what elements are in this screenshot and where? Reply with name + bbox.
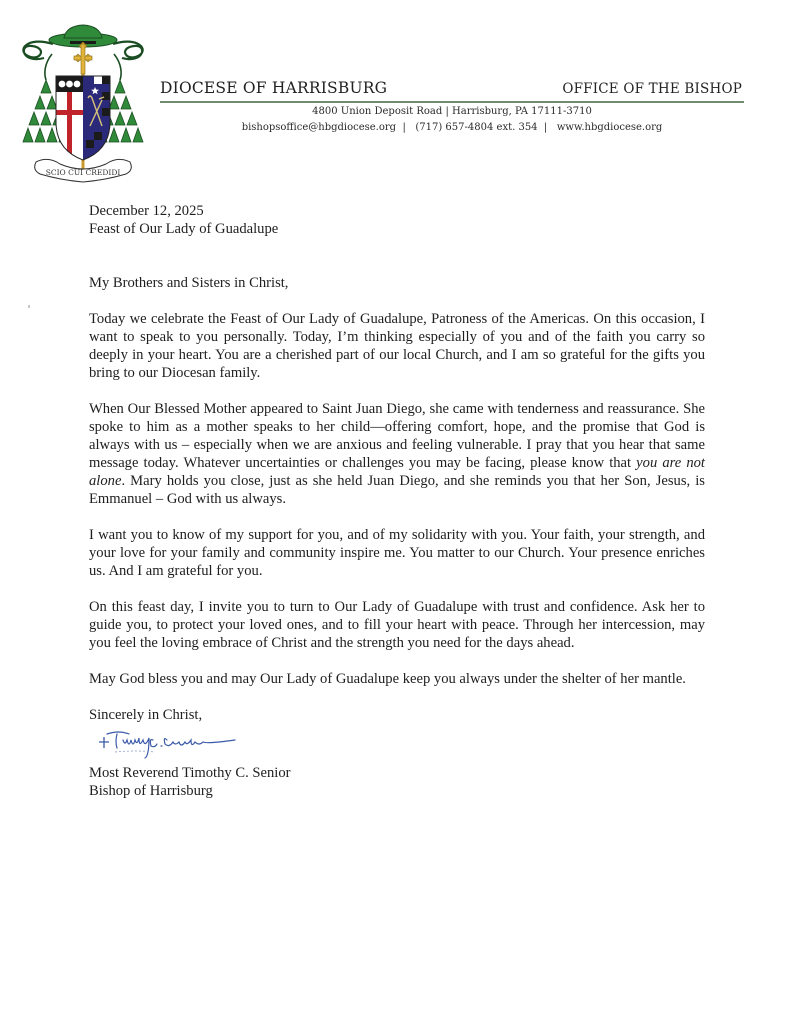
phone-number: (717) 657-4804 ext. 354 <box>415 122 538 133</box>
paragraph-4: On this feast day, I invite you to turn to Our Lady of Guadalupe with trust and confidence. Ask her to guide you, to protect your loved ones, and to fill your heart with peace. Through her intercession, may you feel the loving embrace of Christ and the strength you need for the days ahead. <box>89 599 705 651</box>
coat-of-arms-icon <box>8 14 158 184</box>
letterhead-address: 4800 Union Deposit Road | Harrisburg, PA 17111-3710 <box>312 106 592 117</box>
office-name: OFFICE OF THE BISHOP <box>562 81 742 97</box>
paragraph-2: When Our Blessed Mother appeared to Saint Juan Diego, she came with tenderness and reassurance. She spoke to him as a mother speaks to her child—offering comfort, hope, and the promise that God is always with us – especially when we are anxious and feeling vulnerable. I pray that you hear that same message today. Whatever uncertainties or challenges you may be facing, please know that you are not alone. Mary holds you close, just as she held Juan Diego, and she reminds you that her Son, Jesus, is Emmanuel – God with us always. <box>89 401 705 507</box>
signature-icon <box>95 726 245 760</box>
organization-name: DIOCESE OF HARRISBURG <box>160 79 388 97</box>
paragraph-3: I want you to know of my support for you, and of my solidarity with you. Your faith, your strength, and your love for your family and community inspire me. You matter to our Church. Your presence enriches us. And I am grateful for you. <box>89 527 705 579</box>
closing: Sincerely in Christ, <box>89 707 203 723</box>
email-link[interactable]: bishopsoffice@hbgdiocese.org <box>241 122 397 133</box>
scan-artifact <box>28 305 30 308</box>
header-divider <box>160 101 744 103</box>
paragraph-1: Today we celebrate the Feast of Our Lady of Guadalupe, Patroness of the Americas. On this occasion, I want to speak to you personally. Today, I’m thinking especially of you and of the faith you carry so deeply in your heart. You are a cherished part of our local Church, and I am so grateful for the gifts you bring to our Diocesan family. <box>89 311 705 381</box>
letterhead-contact: bishopsoffice@hbgdiocese.org | (717) 657-4804 ext. 354 | www.hbgdiocese.org <box>241 122 663 133</box>
letter-body <box>89 202 705 800</box>
letter-date: December 12, 2025 <box>89 203 204 219</box>
signer-title: Bishop of Harrisburg <box>89 783 213 799</box>
emphasis-text: you are not alone <box>89 455 705 489</box>
date-block <box>89 202 705 238</box>
website-link[interactable]: www.hbgdiocese.org <box>556 122 663 133</box>
svg-text:SCIO CUI CREDIDI: SCIO CUI CREDIDI <box>45 168 121 177</box>
signer-name: Most Reverend Timothy C. Senior <box>89 765 291 781</box>
letter-occasion: Feast of Our Lady of Guadalupe <box>89 221 279 237</box>
salutation: My Brothers and Sisters in Christ, <box>89 275 289 291</box>
paragraph-5: May God bless you and may Our Lady of Guadalupe keep you always under the shelter of her mantle. <box>89 671 686 687</box>
